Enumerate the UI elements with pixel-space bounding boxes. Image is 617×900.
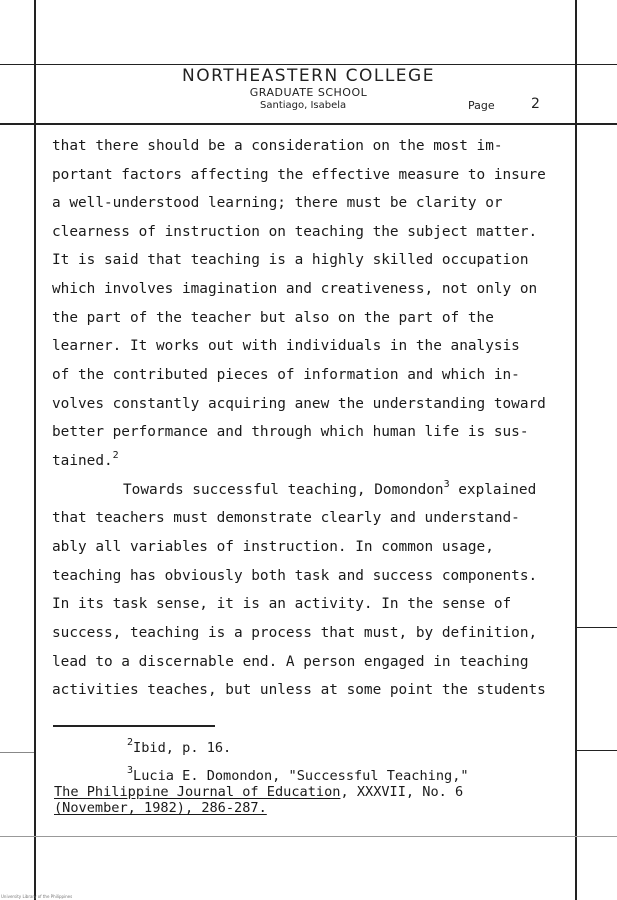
- footnote-2-text: Ibid, p. 16.: [133, 740, 232, 756]
- publication-date: (November, 1982), 286-287.: [54, 800, 267, 816]
- journal-title: The Philippine Journal of Education: [54, 784, 341, 800]
- body-line: It is said that teaching is a highly skilled occupation: [52, 252, 529, 268]
- location: Santiago, Isabela: [260, 100, 347, 111]
- body-line: ably all variables of instruction. In common usage,: [52, 539, 494, 555]
- right-margin-rule: [575, 0, 577, 900]
- header-bottom-rule: [0, 123, 617, 125]
- scan-margin-text: University Library of the Philippines: [1, 894, 73, 899]
- para2-intro-end: explained: [449, 482, 537, 498]
- body-line: teaching has obviously both task and success components.: [52, 568, 538, 584]
- footnote-3-text: Lucia E. Domondon, "Successful Teaching,": [133, 768, 469, 784]
- body-line: of the contributed pieces of information and which in-: [52, 367, 520, 383]
- body-line-sustained: [52, 452, 119, 470]
- body-line: better performance and through which human life is sus-: [52, 424, 529, 440]
- footnote-ref-2: 2: [112, 450, 119, 461]
- right-tick: [577, 627, 617, 628]
- footnote-2-marker: 2: [127, 737, 134, 748]
- body-line: which involves imagination and creativeness, not only on: [52, 281, 538, 297]
- left-tick: [0, 752, 34, 753]
- body-line: a well-understood learning; there must be clarity or: [52, 195, 503, 211]
- body-line: clearness of instruction on teaching the subject matter.: [52, 224, 538, 240]
- footnote-separator: [53, 725, 215, 727]
- body-line: success, teaching is a process that must, by definition,: [52, 625, 538, 641]
- body-line: that teachers must demonstrate clearly and understand-: [52, 510, 520, 526]
- body-line: learner. It works out with individuals in the analysis: [52, 338, 520, 354]
- body-line: the part of the teacher but also on the part of the: [52, 310, 494, 326]
- school-name: GRADUATE SCHOOL: [249, 86, 368, 99]
- journal-volume: , XXXVII, No. 6: [340, 784, 464, 800]
- body-line: portant factors affecting the effective measure to insure: [52, 167, 546, 183]
- footnote-2: [127, 739, 231, 757]
- body-line: lead to a discernable end. A person engaged in teaching: [52, 654, 529, 670]
- footnote-3-marker: 3: [127, 765, 134, 776]
- footnote-3-line-3: [54, 799, 267, 817]
- body-line: In its task sense, it is an activity. In the sense of: [52, 596, 512, 612]
- body-line: that there should be a consideration on the most im-: [52, 138, 503, 154]
- sustained-text: tained.: [52, 453, 113, 469]
- institution-name: NORTHEASTERN COLLEGE: [182, 66, 435, 86]
- right-tick-lower: [577, 750, 617, 751]
- page-label: Page: [468, 99, 495, 112]
- page-number: 2: [531, 96, 540, 112]
- left-margin-rule: [34, 0, 36, 900]
- footnote-ref-3: 3: [443, 479, 450, 490]
- para2-first-line: [123, 481, 536, 499]
- body-line: volves constantly acquiring anew the understanding toward: [52, 396, 546, 412]
- body-line: activities teaches, but unless at some point the students: [52, 682, 546, 698]
- para2-intro: Towards successful teaching, Domondon: [123, 482, 444, 498]
- header-top-rule: [0, 64, 617, 65]
- bottom-rule: [0, 836, 617, 837]
